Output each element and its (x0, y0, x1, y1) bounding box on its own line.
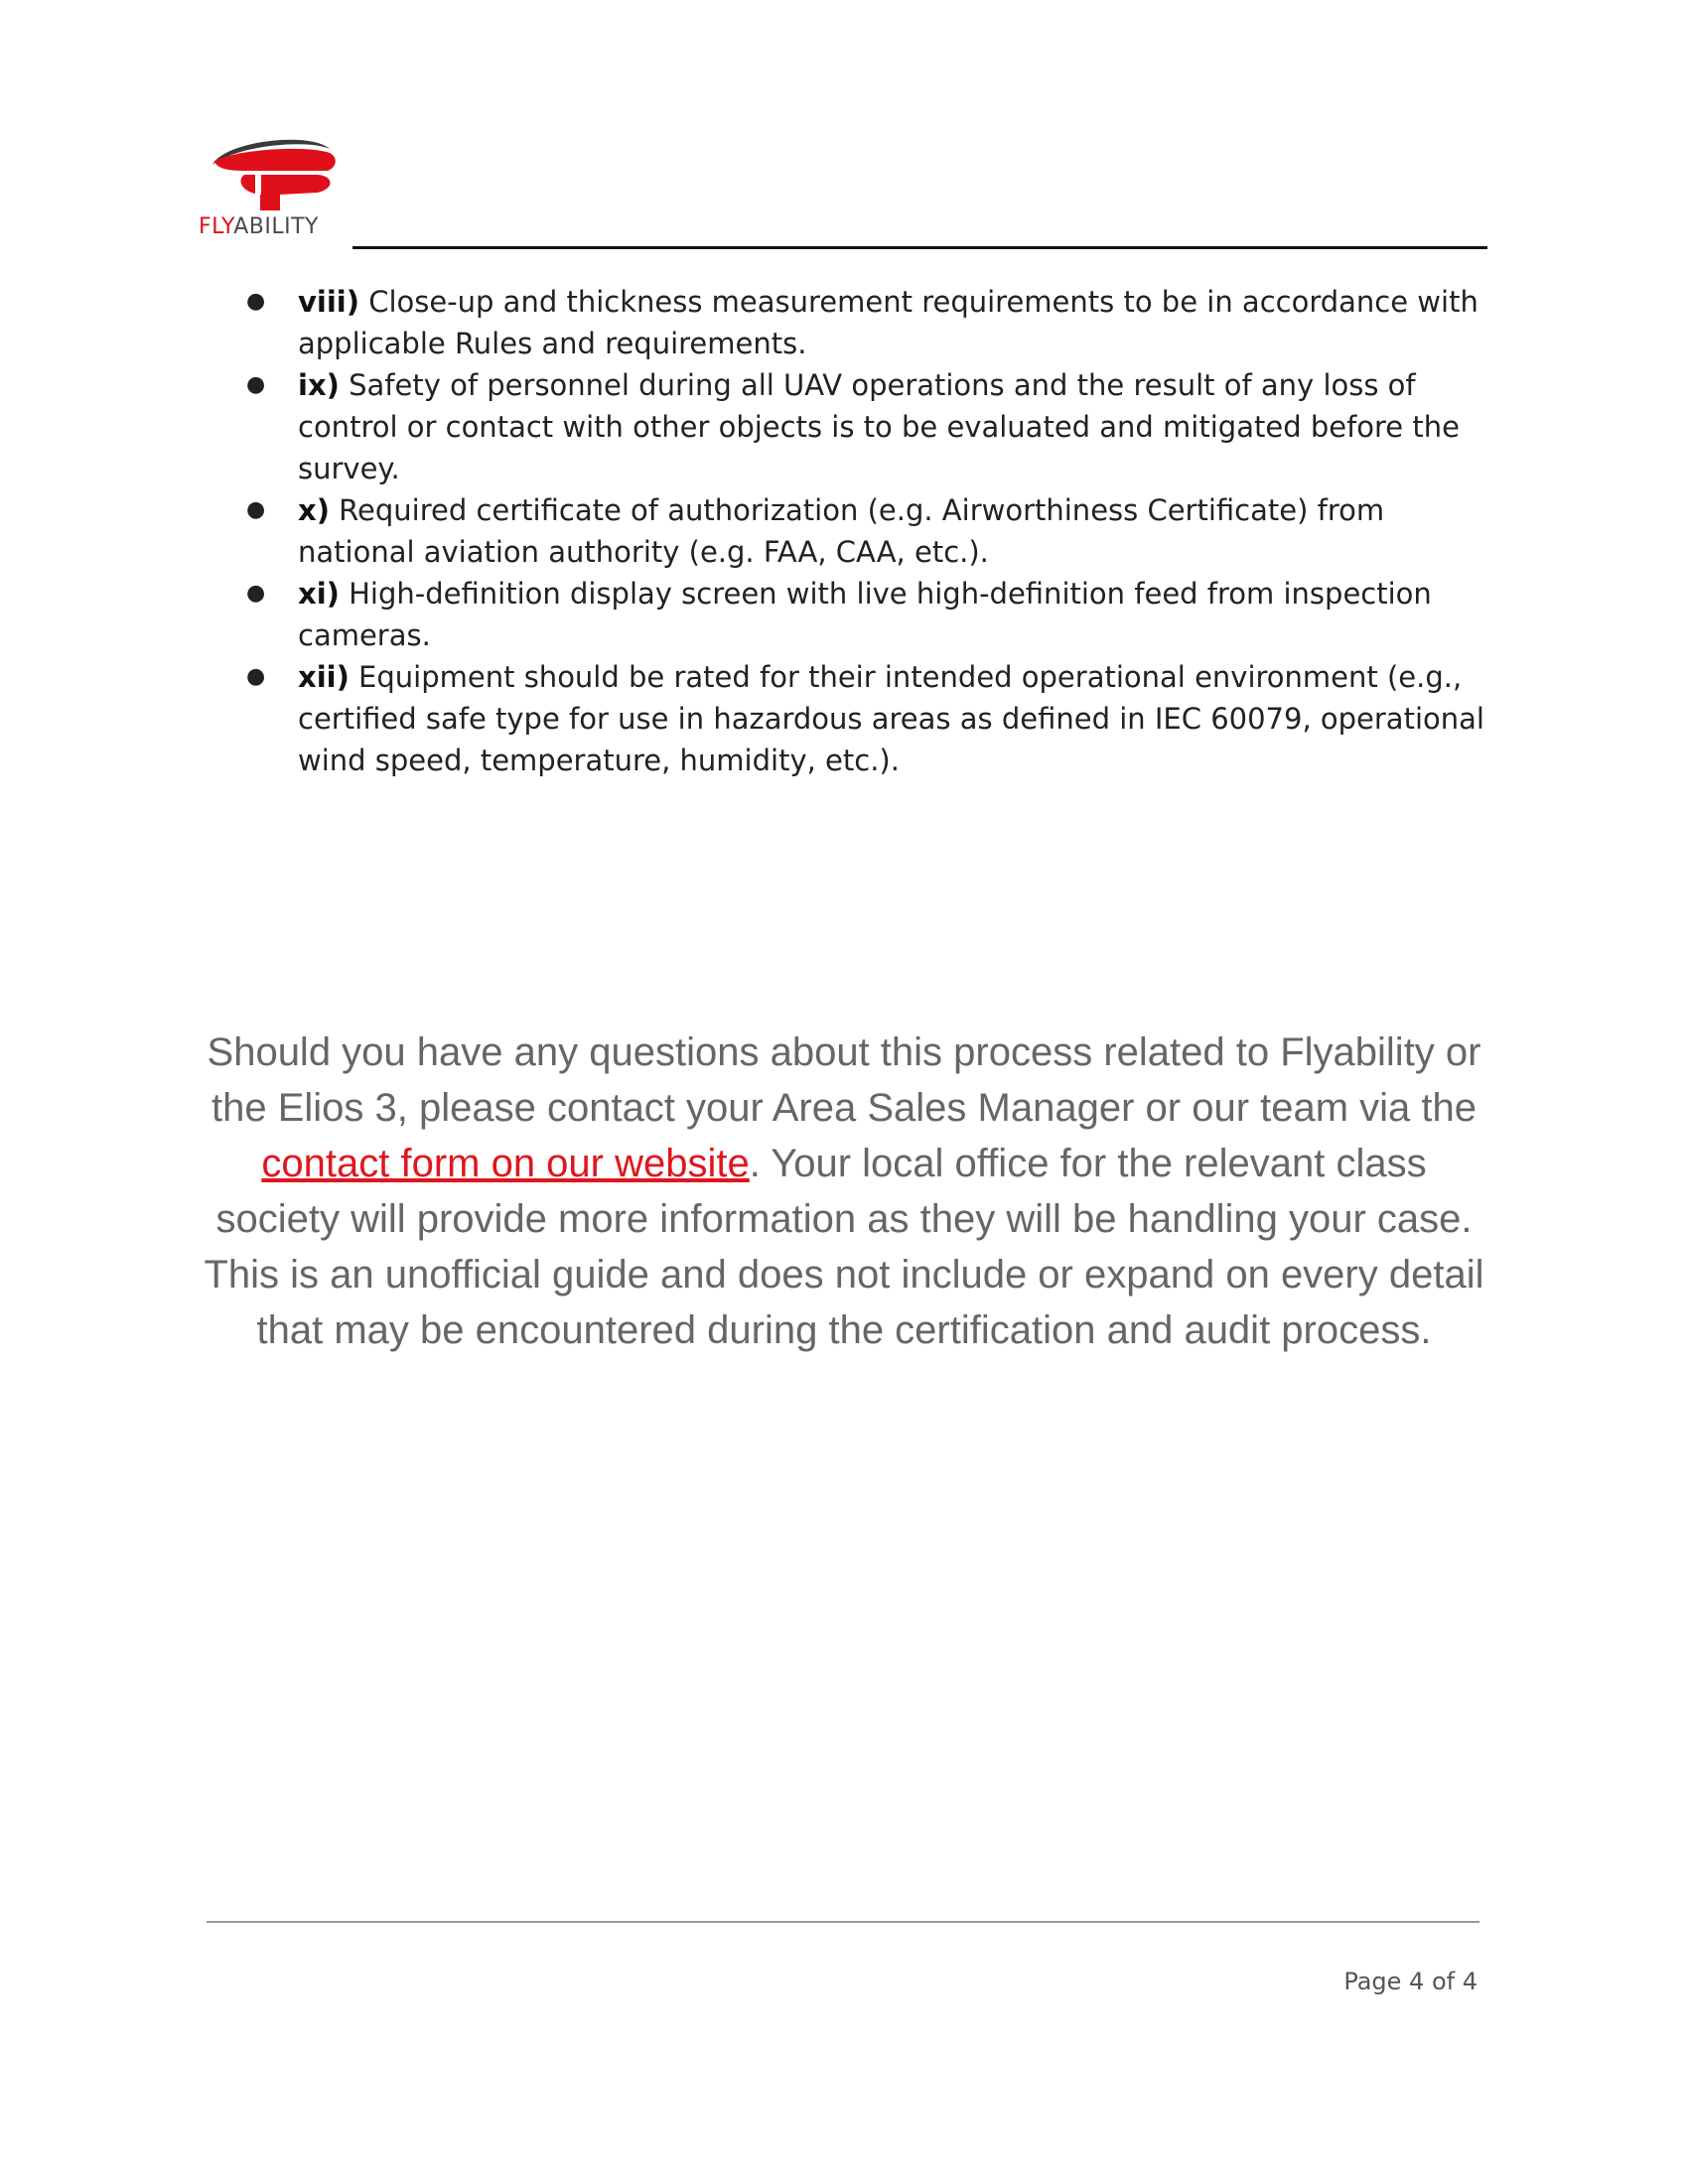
list-item (246, 573, 1497, 656)
item-number: viii) (298, 285, 359, 319)
closing-text-before: Should you have any questions about this process related to Flyability or the Elios 3, please contact your Area Sales Manager or our team via the (207, 1030, 1481, 1130)
item-text: Equipment should be rated for their intended operational environment (e.g., certified safe type for use in hazardous areas as defined in IEC 60079, operational wind speed, temperature, humidity, etc.). (298, 660, 1484, 777)
flyability-logo (199, 131, 348, 242)
item-text: Close-up and thickness measurement requirements to be in accordance with applicable Rules and requirements. (298, 285, 1478, 360)
item-text: High-definition display screen with live high-definition feed from inspection cameras. (298, 577, 1432, 652)
closing-paragraph (199, 1024, 1489, 1358)
requirements-list (246, 281, 1497, 781)
item-number: xi) (298, 577, 340, 611)
item-number: x) (298, 493, 330, 527)
bullet-icon: ● (246, 289, 266, 314)
bullet-icon: ● (246, 372, 266, 397)
closing-text-after: . Your local office for the relevant class society will provide more information as they will be handling your case. This is an unofficial guide and does not include or expand on every detail that may be encountered during the certification and audit process. (204, 1142, 1484, 1352)
item-number: ix) (298, 368, 340, 402)
bullet-icon: ● (246, 497, 266, 522)
logo-wordmark (199, 214, 348, 239)
list-item (246, 364, 1497, 489)
footer-divider (207, 1921, 1479, 1923)
list-item (246, 656, 1497, 781)
flyability-logo-icon (199, 131, 348, 212)
contact-form-link[interactable]: contact form on our website (261, 1142, 750, 1185)
list-item (246, 489, 1497, 573)
item-text: Safety of personnel during all UAV operations and the result of any loss of control or contact with other objects is to be evaluated and mitigated before the survey. (298, 368, 1460, 485)
list-item (246, 281, 1497, 364)
bullet-icon: ● (246, 581, 266, 606)
bullet-icon: ● (246, 664, 266, 689)
header-divider (352, 246, 1487, 249)
logo-word-ability: ABILITY (233, 214, 319, 239)
logo-word-fly: FLY (199, 214, 234, 239)
page-number: Page 4 of 4 (1343, 1968, 1477, 1995)
item-text: Required certificate of authorization (e.g. Airworthiness Certificate) from national aviation authority (e.g. FAA, CAA, etc.). (298, 493, 1385, 569)
item-number: xii) (298, 660, 350, 694)
